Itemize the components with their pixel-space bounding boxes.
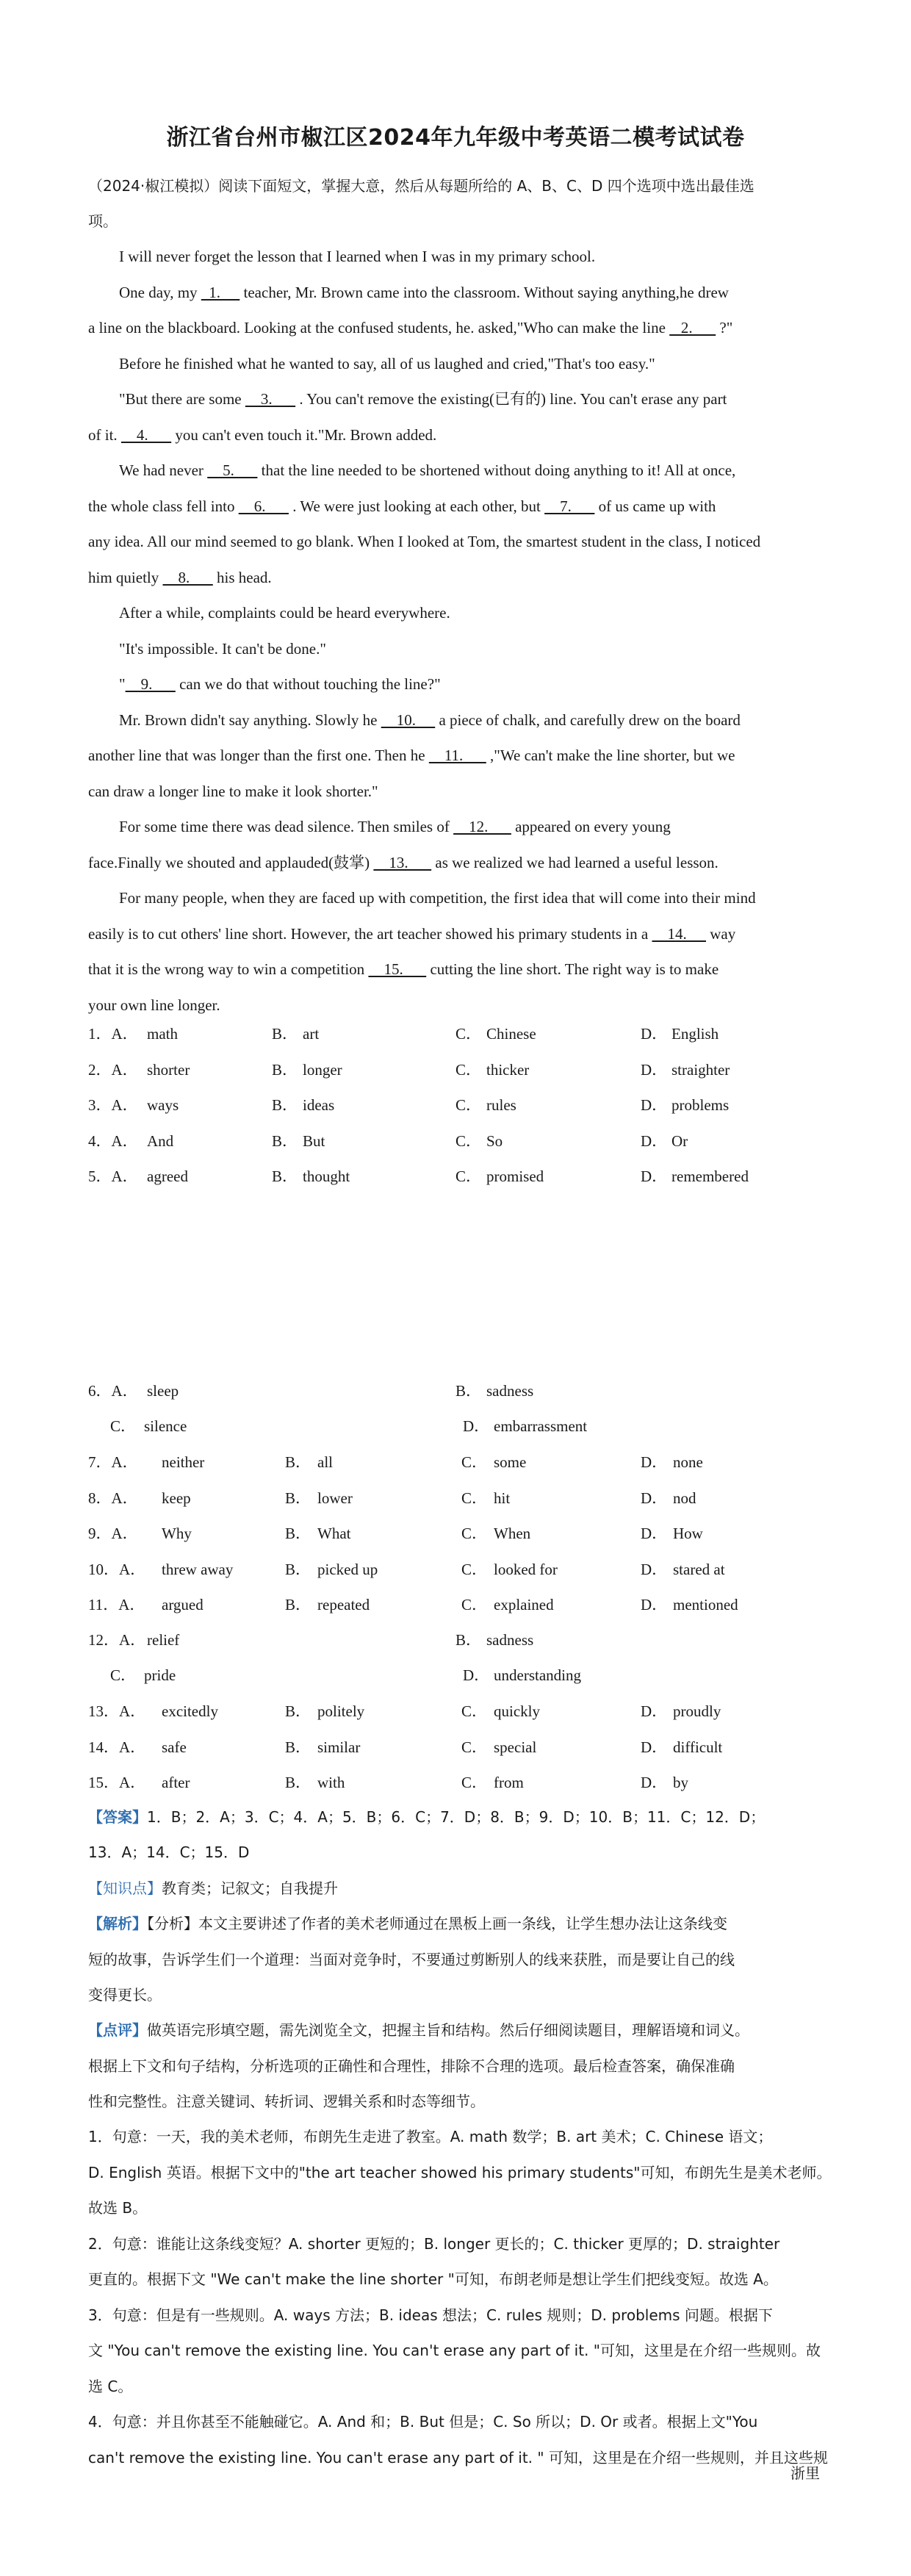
answer-line: [88, 1877, 338, 1899]
section-text: 变得更长。: [88, 1986, 162, 2004]
option-letter: B．: [285, 1560, 312, 1578]
answer-line: [88, 2411, 757, 2433]
section-text: 4．句意：并且你甚至不能触碰它。A. And 和；B. But 但是；C. So 所以；D. Or 或者。根据上文"You: [88, 2413, 758, 2431]
option-text: looked for: [494, 1560, 558, 1578]
option-text: from: [494, 1774, 524, 1791]
question-options: [88, 1558, 823, 1580]
option-letter: C．: [110, 1417, 137, 1435]
option-text: special: [494, 1738, 537, 1756]
option-text: nod: [673, 1489, 696, 1507]
option-letter: B．: [272, 1132, 298, 1150]
passage-line: [119, 816, 671, 838]
option-text: threw away: [162, 1560, 234, 1578]
option-text: understanding: [494, 1666, 581, 1684]
option-letter: C．: [461, 1489, 488, 1507]
section-text: 3．句意：但是有一些规则。A. ways 方法；B. ideas 想法；C. rules 规则；D. problems 问题。根据下: [88, 2306, 773, 2324]
section-label: 【点评】: [88, 2021, 147, 2039]
answer-line: [88, 2447, 828, 2469]
answer-blank: 4.: [120, 425, 172, 444]
intro-line: 项。: [88, 212, 118, 230]
section-text: 13．A；14．C；15．D: [88, 1843, 250, 1861]
option-text: difficult: [673, 1738, 723, 1756]
option-text: sadness: [486, 1382, 534, 1400]
option-text: Or: [671, 1132, 688, 1150]
option-letter: D．: [641, 1132, 668, 1150]
option-text: safe: [162, 1738, 187, 1756]
option-letter: C．: [461, 1702, 488, 1720]
option-text: by: [673, 1774, 688, 1791]
passage-text: One day, my: [119, 283, 201, 301]
option-text: math: [147, 1025, 178, 1043]
passage-text: can draw a longer line to make it look shorter.": [88, 782, 378, 800]
answer-line: [88, 1806, 765, 1828]
option-text: problems: [671, 1096, 730, 1114]
answer-blank: 6.: [238, 497, 289, 515]
passage-text: teacher, Mr. Brown came into the classroom. Without saying anything,he drew: [240, 283, 729, 301]
passage-text: ": [119, 675, 126, 693]
option-letter: B．: [285, 1702, 312, 1720]
answer-blank: 2.: [669, 319, 716, 337]
option-text: But: [303, 1132, 325, 1150]
passage-text: cutting the line short. The right way is to make: [426, 960, 719, 978]
section-text: 短的故事，告诉学生们一个道理：当面对竞争时，不要通过剪断别人的线来获胜，而是要让自己的线: [88, 1951, 735, 1968]
option-letter: B．: [272, 1096, 298, 1114]
question-options: [88, 1165, 823, 1187]
question-number: 15．A．: [88, 1774, 146, 1791]
passage-text: as we realized we had learned a useful lesson.: [431, 853, 719, 871]
passage-line: [119, 709, 741, 731]
option-text: silence: [144, 1417, 187, 1435]
question-options: [88, 1522, 823, 1544]
section-text: 1．句意：一天，我的美术老师，布朗先生走进了教室。A. math 数学；B. art 美术；C. Chinese 语文；: [88, 2128, 773, 2145]
passage-line: [119, 281, 729, 303]
passage-line: [119, 353, 655, 375]
passage-line: [119, 887, 756, 909]
passage-line: [88, 744, 735, 766]
option-text: How: [673, 1525, 703, 1542]
question-options: [88, 1094, 823, 1116]
option-letter: B．: [285, 1525, 312, 1542]
section-label: 【答案】: [88, 1808, 147, 1826]
option-text: ideas: [303, 1096, 335, 1114]
option-letter: D．: [641, 1525, 668, 1542]
passage-text: his head.: [212, 568, 272, 586]
question-options: [88, 1451, 823, 1473]
option-text: longer: [303, 1060, 342, 1079]
option-letter: C．: [461, 1525, 488, 1542]
option-text: similar: [317, 1738, 361, 1756]
section-text: 做英语完形填空题，需先浏览全文，把握主旨和结构。然后仔细阅读题目，理解语境和词义。: [147, 2021, 749, 2039]
passage-line: [88, 852, 719, 874]
answer-blank: 10.: [381, 710, 436, 729]
question-number: 5．A．: [88, 1168, 138, 1185]
section-text: 选 C。: [88, 2377, 133, 2395]
passage-text: of it.: [88, 425, 121, 444]
option-letter: D．: [641, 1738, 668, 1756]
option-letter: D．: [641, 1489, 668, 1507]
option-letter: D．: [463, 1666, 490, 1684]
option-text: politely: [317, 1702, 365, 1720]
option-letter: B．: [272, 1060, 298, 1079]
passage-text: the whole class fell into: [88, 497, 239, 515]
option-letter: B．: [285, 1738, 312, 1756]
section-text: 【分析】本文主要讲述了作者的美术老师通过在黑板上画一条线，让学生想办法让这条线变: [147, 1915, 727, 1932]
answer-line: [88, 2055, 735, 2077]
option-letter: B．: [455, 1382, 482, 1400]
passage-text: ,"We can't make the line shorter, but we: [486, 746, 735, 764]
option-text: keep: [162, 1489, 191, 1507]
section-text: 文 "You can't remove the existing line. You can't erase any part of it. "可知，这里是在介绍一些规则。故: [88, 2342, 821, 2359]
section-text: 教育类；记叙文；自我提升: [162, 1879, 338, 1897]
passage-text: For many people, when they are faced up with competition, the first idea that will come into their mind: [119, 889, 756, 907]
option-text: mentioned: [673, 1596, 738, 1613]
answer-blank: 7.: [544, 497, 595, 515]
option-text: excitedly: [162, 1702, 218, 1720]
passage-text: face.Finally we shouted and applauded(鼓掌): [88, 853, 374, 871]
passage-text: a line on the blackboard. Looking at the confused students, he. asked,"Who can make the line: [88, 319, 670, 337]
option-text: some: [494, 1453, 527, 1471]
option-text: rules: [486, 1096, 516, 1114]
option-text: remembered: [671, 1168, 749, 1185]
option-letter: C．: [461, 1774, 488, 1791]
passage-line: [119, 388, 727, 410]
option-text: straighter: [671, 1060, 730, 1079]
passage-line: [88, 495, 716, 517]
passage-line: [88, 923, 735, 945]
passage-text: any idea. All our mind seemed to go blank. When I looked at Tom, the smartest student in the class, I noticed: [88, 533, 761, 550]
answer-blank: 3.: [245, 390, 296, 408]
option-text: When: [494, 1525, 531, 1542]
question-number: 3．A．: [88, 1096, 138, 1114]
passage-text: way: [706, 924, 736, 943]
option-letter: C．: [455, 1060, 482, 1079]
option-letter: B．: [272, 1168, 298, 1185]
answer-blank: 1.: [201, 283, 240, 301]
option-letter: C．: [461, 1453, 488, 1471]
question-options: [88, 1594, 823, 1616]
option-text: neither: [162, 1453, 205, 1471]
question-options: [88, 1771, 823, 1794]
answer-blank: 8.: [162, 568, 213, 586]
passage-line: [119, 673, 441, 695]
question-options: [88, 1023, 823, 1045]
passage-text: a piece of chalk, and carefully drew on the board: [435, 710, 741, 729]
option-text: pride: [144, 1666, 176, 1684]
question-options: [88, 1059, 823, 1081]
page-footer: 浙里: [791, 2464, 820, 2482]
option-letter: D．: [641, 1168, 668, 1185]
passage-line: [88, 530, 760, 553]
passage-text: that it is the wrong way to win a competition: [88, 960, 369, 978]
option-letter: C．: [455, 1025, 482, 1043]
passage-text: appeared on every young: [511, 818, 671, 835]
option-letter: B．: [285, 1596, 312, 1613]
section-text: D. English 英语。根据下文中的"the art teacher showed his primary students"可知，布朗先生是美术老师。: [88, 2163, 832, 2181]
option-letter: B．: [272, 1025, 298, 1043]
option-text: What: [317, 1525, 351, 1542]
answer-line: [88, 2090, 485, 2112]
option-text: art: [303, 1025, 320, 1043]
answer-line: [88, 2126, 772, 2148]
section-label: 【知识点】: [88, 1879, 162, 1897]
passage-text: can we do that without touching the line?": [175, 675, 441, 693]
option-letter: C．: [461, 1560, 488, 1578]
question-number: 9．A．: [88, 1525, 138, 1542]
passage-line: [119, 245, 595, 267]
option-text: promised: [486, 1168, 544, 1185]
option-text: explained: [494, 1596, 554, 1613]
question-options: [88, 1736, 823, 1758]
answer-line: [88, 1949, 735, 1971]
question-options: [88, 1487, 823, 1509]
option-text: Chinese: [486, 1025, 536, 1043]
passage-line: [88, 780, 378, 802]
question-number: 6．A．: [88, 1382, 138, 1400]
answer-line: [88, 2019, 749, 2041]
option-letter: B．: [455, 1631, 482, 1649]
question-options: [88, 1664, 823, 1686]
passage-text: another line that was longer than the first one. Then he: [88, 746, 429, 764]
passage-line: [119, 638, 326, 660]
question-number: 14．A．: [88, 1738, 146, 1756]
question-options: [88, 1700, 823, 1722]
answer-line: [88, 2375, 132, 2397]
passage-line: [88, 317, 732, 339]
answer-blank: 9.: [125, 675, 176, 693]
section-text: 故选 B。: [88, 2199, 148, 2217]
question-number: 1．A．: [88, 1025, 138, 1043]
question-options: [88, 1380, 823, 1402]
answer-line: [88, 1913, 727, 1935]
answer-line: [88, 2197, 147, 2219]
option-text: embarrassment: [494, 1417, 588, 1435]
option-text: shorter: [147, 1060, 190, 1079]
answer-line: [88, 2268, 778, 2290]
passage-text: Before he finished what he wanted to say, all of us laughed and cried,"That's too easy.": [119, 354, 655, 373]
option-text: quickly: [494, 1702, 540, 1720]
passage-line: [88, 958, 719, 980]
passage-line: [88, 994, 220, 1016]
option-text: ways: [147, 1096, 179, 1114]
option-letter: D．: [463, 1417, 490, 1435]
answer-line: [88, 2233, 779, 2255]
answer-line: [88, 1984, 162, 2006]
passage-text: easily is to cut others' line short. However, the art teacher showed his primary students in a: [88, 924, 652, 943]
question-number: 8．A．: [88, 1489, 138, 1507]
option-letter: C．: [455, 1168, 482, 1185]
answer-blank: 14.: [652, 924, 706, 943]
passage-text: We had never: [119, 461, 208, 479]
question-number: 13．A．: [88, 1702, 146, 1720]
question-options: [88, 1130, 823, 1152]
section-text: can't remove the existing line. You can't erase any part of it. " 可知，这里是在介绍一些规则，并且这些规: [88, 2448, 828, 2467]
option-text: picked up: [317, 1560, 378, 1578]
answer-blank: 13.: [373, 853, 432, 871]
option-letter: D．: [641, 1560, 668, 1578]
option-text: sleep: [147, 1382, 179, 1400]
option-letter: D．: [641, 1096, 668, 1114]
passage-line: [119, 602, 450, 624]
passage-line: [119, 459, 735, 481]
option-letter: D．: [641, 1702, 668, 1720]
option-text: stared at: [673, 1560, 725, 1578]
passage-text: of us came up with: [594, 497, 716, 515]
answer-blank: 11.: [428, 746, 486, 764]
question-options: [88, 1629, 823, 1651]
passage-text: him quietly: [88, 568, 163, 586]
intro-line: （2024·椒江模拟）阅读下面短文，掌握大意，然后从每题所给的 A、B、C、D 四个选项中选出最佳选: [88, 177, 755, 195]
section-text: 2．句意：谁能让这条线变短？A. shorter 更短的；B. longer 更长的；C. thicker 更厚的；D. straighter: [88, 2234, 780, 2253]
passage-text: I will never forget the lesson that I learned when I was in my primary school.: [119, 248, 596, 265]
passage-text: ?": [716, 319, 733, 337]
section-text: 更直的。根据下文 "We can't make the line shorter "可知，布朗老师是想让学生们把线变短。故选 A。: [88, 2270, 778, 2288]
option-letter: D．: [641, 1453, 668, 1471]
question-options: [88, 1415, 823, 1437]
option-letter: D．: [641, 1060, 668, 1079]
answer-line: [88, 2162, 831, 2184]
answer-blank: 12.: [453, 818, 511, 835]
option-letter: D．: [641, 1774, 668, 1791]
passage-text: you can't even touch it."Mr. Brown added.: [171, 425, 437, 444]
option-text: sadness: [486, 1631, 534, 1649]
answer-blank: 5.: [207, 461, 258, 479]
section-text: 根据上下文和句子结构，分析选项的正确性和合理性，排除不合理的选项。最后检查答案，确保准确: [88, 2057, 735, 2075]
option-letter: C．: [455, 1132, 482, 1150]
passage-text: . We were just looking at each other, but: [288, 497, 545, 515]
option-letter: B．: [285, 1453, 312, 1471]
option-text: hit: [494, 1489, 511, 1507]
option-text: thought: [303, 1168, 350, 1185]
section-label: 【解析】: [88, 1915, 147, 1932]
option-text: Why: [162, 1525, 192, 1542]
passage-line: [88, 424, 436, 446]
option-letter: C．: [455, 1096, 482, 1114]
passage-text: After a while, complaints could be heard everywhere.: [119, 604, 450, 622]
option-text: proudly: [673, 1702, 721, 1720]
passage-text: your own line longer.: [88, 996, 220, 1014]
question-number: 11．A．: [88, 1596, 145, 1613]
option-letter: B．: [285, 1489, 312, 1507]
passage-text: that the line needed to be shortened without doing anything to it! All at once,: [257, 461, 736, 479]
option-text: And: [147, 1132, 174, 1150]
option-text: English: [671, 1025, 719, 1043]
option-letter: D．: [641, 1596, 668, 1613]
option-text: So: [486, 1132, 503, 1150]
option-text: with: [317, 1774, 345, 1791]
option-text: repeated: [317, 1596, 370, 1613]
option-letter: B．: [285, 1774, 312, 1791]
answer-line: [88, 1841, 249, 1863]
passage-text: "But there are some: [119, 390, 245, 408]
question-number: 7．A．: [88, 1453, 138, 1471]
question-number: 4．A．: [88, 1132, 138, 1150]
option-text: thicker: [486, 1060, 530, 1079]
option-letter: C．: [461, 1596, 488, 1613]
option-text: agreed: [147, 1168, 188, 1185]
option-letter: C．: [110, 1666, 137, 1684]
answer-blank: 15.: [368, 960, 427, 978]
passage-text: For some time there was dead silence. Then smiles of: [119, 818, 454, 835]
question-number: 2．A．: [88, 1060, 138, 1079]
passage-line: [88, 566, 272, 589]
option-text: lower: [317, 1489, 353, 1507]
question-number: 12．A．: [88, 1631, 146, 1649]
question-number: 10．A．: [88, 1560, 146, 1578]
option-text: relief: [147, 1631, 180, 1649]
page-title: 浙江省台州市椒江区2024年九年级中考英语二模考试试卷: [166, 125, 745, 151]
option-text: all: [317, 1453, 333, 1471]
option-text: after: [162, 1774, 190, 1791]
answer-line: [88, 2339, 821, 2361]
option-text: argued: [162, 1596, 204, 1613]
answer-line: [88, 2304, 773, 2326]
passage-text: . You can't remove the existing(已有的) line. You can't erase any part: [295, 390, 727, 408]
passage-text: Mr. Brown didn't say anything. Slowly he: [119, 710, 381, 729]
passage-text: "It's impossible. It can't be done.": [119, 639, 326, 658]
section-text: 性和完整性。注意关键词、转折词、逻辑关系和时态等细节。: [88, 2093, 485, 2110]
option-text: none: [673, 1453, 703, 1471]
option-letter: D．: [641, 1025, 668, 1043]
section-text: 1．B；2．A；3．C；4．A；5．B；6．C；7．D；8．B；9．D；10．B；11．C；12．D；: [147, 1808, 766, 1826]
option-letter: C．: [461, 1738, 488, 1756]
